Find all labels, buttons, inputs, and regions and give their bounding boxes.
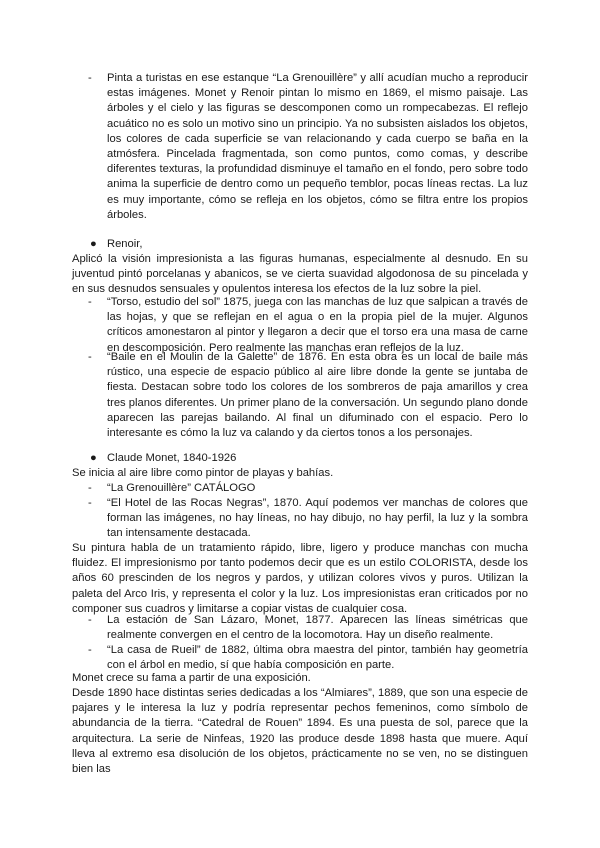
- list-item-text: La estación de San Lázaro, Monet, 1877. Aparecen las líneas simétricas que realmente convergen en el centro de la locomotora. Hay un diseño realmente.: [107, 614, 528, 642]
- list-item-text: “La Grenouillère” CATÁLOGO: [107, 482, 256, 494]
- section-heading-renoir: Renoir,: [107, 238, 143, 250]
- list-item-text: “Baile en el Moulin de la Galette” de 1876. En esta obra es un local de baile más rústico, una especie de espacio público al aire libre donde la gente se juntaba de fiesta. Destacan sobre todo los colores de los sombreros de paja amarillos y crea tres planos diferentes. Un primer plano de la conversación. Un segundo plano donde aparecen las parejas bailando. Al final un difuminado con el espacio. Pero lo interesante es cómo la luz va calando y da ciertos tonos a los personajes.: [107, 351, 528, 440]
- monet-paragraph-series: Desde 1890 hace distintas series dedicadas a los “Almiares”, 1889, que son una especie de pajares y le interesa la luz y podría representar pechos femeninos, como símbolo de abundancia de la tierra. “Catedral de Rouen” 1894. Es una puesta de sol, parece que la arquitectura. La serie de Ninfeas, 1920 las produce desde 1898 hasta que muere. Aquí lleva al extremo esa disolución de los objetos, prácticamente no se ven, no se distinguen bien las: [72, 687, 528, 776]
- list-item-text: “La casa de Rueil” de 1882, última obra maestra del pintor, también hay geometría con el árbol en medio, sí que había composición en parte.: [107, 644, 528, 672]
- list-item-text: Pinta a turistas en ese estanque “La Grenouillère” y allí acudían mucho a reproducir estas imágenes. Monet y Renoir pintan lo mismo en 1869, el mismo paisaje. Las árboles y el cielo y las figuras se descomponen como un rompecabezas. El reflejo acuático no es solo un motivo sino un principio. Ya no subsisten aislados los objetos, los colores de cada superficie se van relacionando y cada cuerpo se baña en la atmósfera. Pincelada fragmentada, son como puntos, como comas, y describe diferentes texturas, la profundidad disminuye el tamaño en el fondo, pero sobre todo anima la superficie de dentro como un pequeño temblor, pocas líneas rectas. La luz es muy importante, cómo se refleja en los objetos, cómo se filtra entre los propios árboles.: [107, 72, 528, 221]
- monet-intro: Se inicia al aire libre como pintor de playas y bahías.: [72, 467, 334, 479]
- dash-marker: -: [88, 72, 92, 84]
- bullet-marker: ●: [90, 452, 97, 464]
- dash-marker: -: [88, 351, 92, 363]
- list-item-text: “Torso, estudio del sol” 1875, juega con las manchas de luz que salpican a través de las hojas, y que se reflejan en el agua o en la propia piel de la mujer. Algunos críticos amonestaron al pintor y llegaron a decir que el torso era una masa de carne en descomposición. Pero realmente las manchas eran reflejos de la luz.: [107, 296, 528, 354]
- monet-fama: Monet crece su fama a partir de una exposición.: [72, 672, 311, 684]
- dash-marker: -: [88, 497, 92, 509]
- list-item-text: “El Hotel de las Rocas Negras”, 1870. Aquí podemos ver manchas de colores que forman las imágenes, no hay líneas, no hay dibujo, no hay perfil, la luz y la sombra tan intensamente destacada.: [107, 497, 528, 540]
- section-heading-monet: Claude Monet, 1840-1926: [107, 452, 237, 464]
- dash-marker: -: [88, 482, 92, 494]
- renoir-intro: Aplicó la visión impresionista a las figuras humanas, especialmente al desnudo. En su juventud pintó porcelanas y abanicos, se ve cierta suavidad algodonosa de su pincelada y en sus desnudos sensuales y opulentos interesa los efectos de la luz sobre la piel.: [72, 253, 528, 296]
- dash-marker: -: [88, 614, 92, 626]
- monet-paragraph-pintura: Su pintura habla de un tratamiento rápido, libre, ligero y produce manchas con mucha fluidez. El impresionismo por tanto podemos decir que es un estilo COLORISTA, desde los años 60 prescinden de los negros y pardos, y utilizan colores vivos y puros. Utilizan la paleta del Arco Iris, y representa el color y la luz. Los impresionistas eran criticados por no componer sus cuadros y limitarse a copiar vistas de cualquier cosa.: [72, 542, 528, 615]
- dash-marker: -: [88, 644, 92, 656]
- bullet-marker: ●: [90, 238, 97, 250]
- dash-marker: -: [88, 296, 92, 308]
